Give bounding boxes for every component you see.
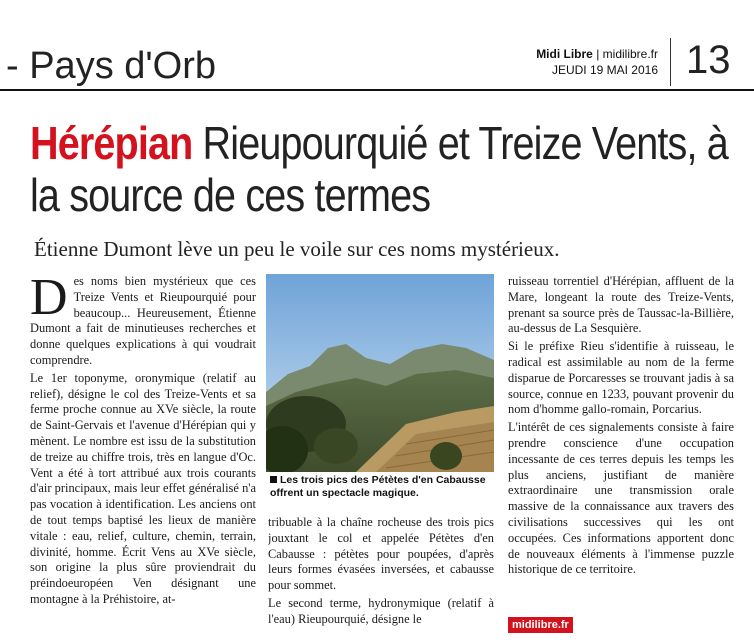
footer-logo: midilibre.fr [508, 617, 573, 633]
header-rule [0, 89, 754, 91]
photo-caption [270, 474, 496, 500]
masthead [498, 46, 658, 78]
article-photo [266, 274, 494, 472]
headline [30, 117, 744, 221]
col1-paragraph-1: es noms bien mystérieux que ces Treize Vents et Rieupourquié pour beaucoup... Heureusement, Étienne Dumont a fait de minutieuses recherches et donne quelques explications à qui voudrait comprendre. [30, 274, 256, 367]
col2-paragraph-1: tribuable à la chaîne rocheuse des trois pics jouxtant le col et appelée Pétètes d'en Cabausse : pétètes pour poupées, d'après leurs formes évasées inversées, et cabausse pour sommet. [268, 515, 494, 593]
page-number: 13 [686, 38, 731, 82]
headline-town: Hérépian [30, 117, 193, 169]
masthead-divider [670, 38, 671, 86]
col1-paragraph-2: Le 1er toponyme, oronymique (relatif au relief), désigne le col des Treize-Vents et sa ferme proche connue au XVe siècle, la route de Saint-Gervais et l'avenue d'Hérépian qui y mènent. Le nombre est issu de la substitution de treize au chiffre trois, très en langue d'Oc. Vent a été à tort attribué aux trois courants d'air principaux, mais leur effet généralisé n'a pas vocation à identification. Les anciens ont de tout temps baptisé les lieux de manière vitale : eau, relief, culture, chemin, terrain, divinité, homme. Écrit Vens au XVe siècle, son origine la plus sûre proviendrait du préindoeuropéen Ven désignant une montagne à la Préhistoire, at- [30, 370, 256, 606]
section-title: - Pays d'Orb [6, 45, 216, 87]
caption-bullet [270, 476, 277, 483]
subhead: Étienne Dumont lève un peu le voile sur ces noms mystérieux. [34, 237, 560, 261]
headline-title: Rieupourquié et Treize Vents, à la source de ces termes [30, 117, 728, 221]
dropcap: D [30, 274, 68, 326]
masthead-site: | midilibre.fr [596, 47, 658, 61]
mountain-landscape-image [266, 274, 494, 472]
col3-paragraph-2: Si le préfixe Rieu s'identifie à ruisseau, le radical est assimilable au nom de la ferme disparue de Porcaresses se trouvant jadis à sa source, connue en 1233, pouvant provenir du nom d'homme gallo-romain, Porcarius. [508, 339, 734, 417]
masthead-brand: Midi Libre [536, 47, 593, 61]
caption-text: Les trois pics des Pétètes d'en Cabausse offrent un spectacle magique. [270, 474, 486, 499]
masthead-date: JEUDI 19 MAI 2016 [551, 63, 658, 77]
col3-paragraph-1: ruisseau torrentiel d'Hérépian, affluent de la Mare, longeant la route des Treize-Vents, prenant sa source près de Taussac-la-Billière, au-dessus de La Sesquière. [508, 274, 734, 336]
article-column-3 [508, 274, 734, 619]
col2-paragraph-2: Le second terme, hydronymique (relatif à l'eau) Rieupourquié, désigne le [268, 595, 494, 626]
col3-paragraph-3: L'intérêt de ces signalements consiste à faire prendre conscience d'une occupation incessante de ces terres depuis les temps les plus anciens, justifiant de manière extraordinaire une transmission orale massive de la connaissance aux travers des civilisations successives qui les ont occupées. Ces informations apportent donc de nouveaux éléments à l'immense puzzle historique de ce territoire. [508, 420, 734, 577]
article-column-2 [268, 515, 494, 643]
article-column-1 [30, 274, 256, 643]
